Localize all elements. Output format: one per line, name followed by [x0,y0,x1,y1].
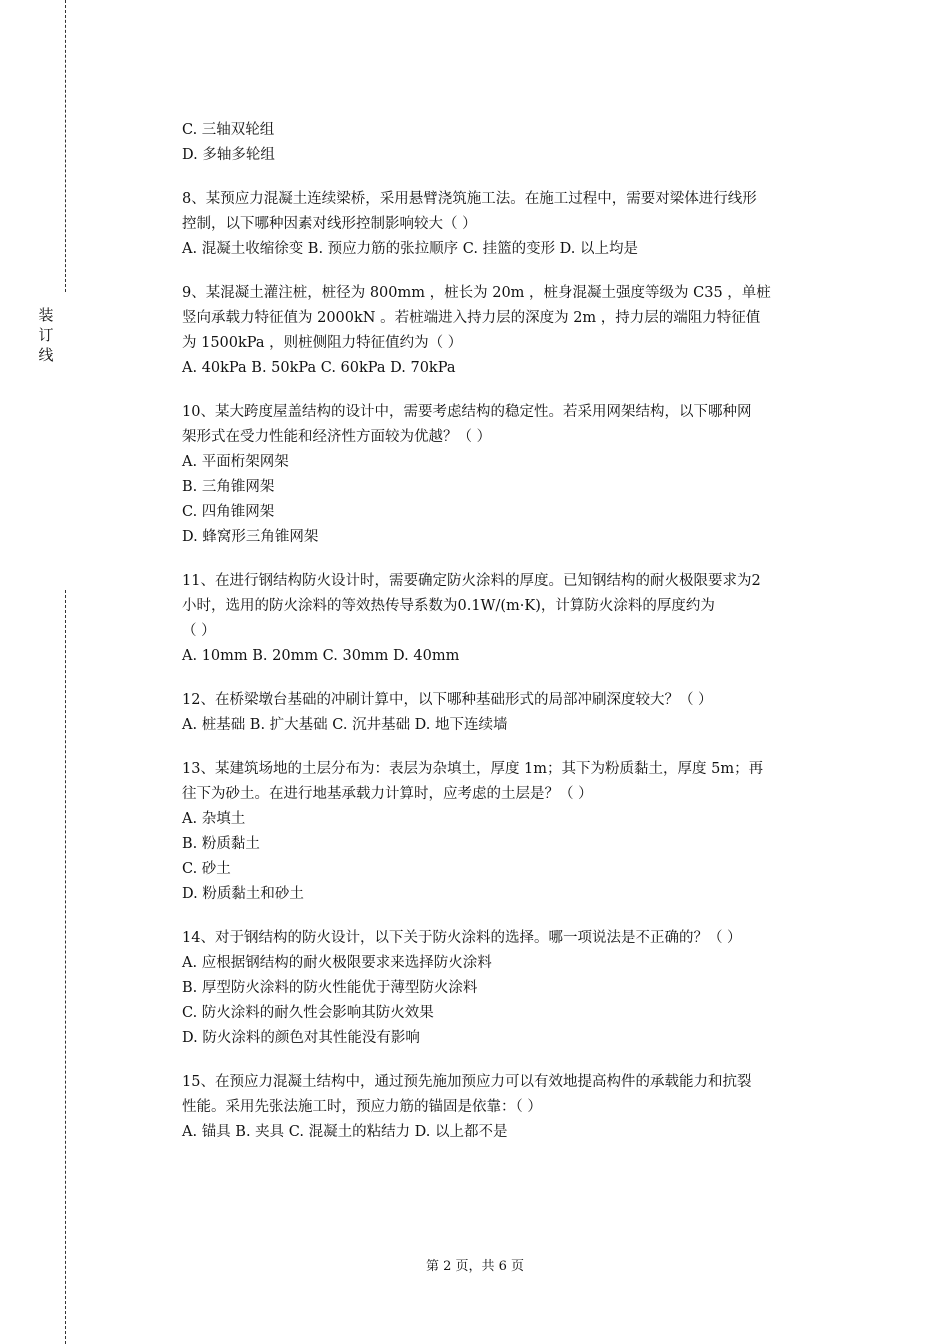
binding-char: 线 [38,346,54,364]
question-10 [182,400,842,550]
option-line: A. 应根据钢结构的耐火极限要求来选择防火涂料 [182,955,492,971]
option-line: A. 40kPa B. 50kPa C. 60kPa D. 70kPa [182,360,456,376]
question-text: 12、在桥梁墩台基础的冲刷计算中，以下哪种基础形式的局部冲刷深度较大？（ ） [182,692,713,708]
binding-label [38,305,54,365]
question-13 [182,757,842,907]
option-line: A. 杂填土 [182,811,246,827]
question-text: 13、某建筑场地的土层分布为：表层为杂填土，厚度 1m；其下为粉质黏土，厚度 5m；再 [182,761,764,777]
option-line: C. 防火涂料的耐久性会影响其防火效果 [182,1005,434,1021]
option-line: C. 三轴双轮组 [182,122,275,138]
option-line: B. 三角锥网架 [182,479,275,495]
question-text: 性能。采用先张法施工时，预应力筋的锚固是依靠：（ ） [182,1099,542,1115]
question-text: 为 1500kPa ，则桩侧阻力特征值约为（ ） [182,335,463,351]
option-line: A. 桩基础 B. 扩大基础 C. 沉井基础 D. 地下连续墙 [182,717,508,733]
option-line: D. 防火涂料的颜色对其性能没有影响 [182,1030,420,1046]
option-line: A. 平面桁架网架 [182,454,289,470]
question-8 [182,187,842,262]
question-text: （ ） [182,623,216,639]
question-9 [182,281,842,381]
option-line: C. 四角锥网架 [182,504,275,520]
option-line: D. 粉质黏土和砂土 [182,886,304,902]
option-line: D. 多轴多轮组 [182,147,275,163]
question-text: 小时，选用的防火涂料的等效热传导系数为0.1W/(m·K)，计算防火涂料的厚度约为 [182,598,715,614]
option-line: D. 蜂窝形三角锥网架 [182,529,319,545]
question-text: 9、某混凝土灌注桩，桩径为 800mm ，桩长为 20m ，桩身混凝土强度等级为 C35 ，单桩 [182,285,771,301]
option-line: B. 粉质黏土 [182,836,260,852]
question-text: 竖向承载力特征值为 2000kN 。若桩端进入持力层的深度为 2m ，持力层的端阻力特征值 [182,310,761,326]
question-text: 架形式在受力性能和经济性方面较为优越？（ ） [182,429,492,445]
page-footer: 第 2 页，共 6 页 [425,1259,525,1274]
option-line: A. 锚具 B. 夹具 C. 混凝土的粘结力 D. 以上都不是 [182,1124,508,1140]
binding-char: 装 [38,306,54,324]
question-14 [182,926,842,1051]
question-15 [182,1070,842,1145]
question-content [182,118,842,1145]
option-line: C. 砂土 [182,861,231,877]
binding-char: 订 [38,326,54,344]
question-text: 往下为砂土。在进行地基承载力计算时，应考虑的土层是？（ ） [182,786,593,802]
question-text: 10、某大跨度屋盖结构的设计中，需要考虑结构的稳定性。若采用网架结构，以下哪种网 [182,404,752,420]
question-text: 控制，以下哪种因素对线形控制影响较大（ ） [182,216,477,232]
option-line: B. 厚型防火涂料的防火性能优于薄型防火涂料 [182,980,478,996]
question-11 [182,569,842,669]
option-line: A. 混凝土收缩徐变 B. 预应力筋的张拉顺序 C. 挂篮的变形 D. 以上均是 [182,241,639,257]
option-line: A. 10mm B. 20mm C. 30mm D. 40mm [182,648,460,664]
question-block-options-7 [182,118,842,168]
question-text: 11、在进行钢结构防火设计时，需要确定防火涂料的厚度。已知钢结构的耐火极限要求为2 [182,573,761,589]
question-12 [182,688,842,738]
question-text: 15、在预应力混凝土结构中，通过预先施加预应力可以有效地提高构件的承载能力和抗裂 [182,1074,752,1090]
question-text: 8、某预应力混凝土连续梁桥，采用悬臂浇筑施工法。在施工过程中，需要对梁体进行线形 [182,191,757,207]
question-text: 14、对于钢结构的防火设计，以下关于防火涂料的选择。哪一项说法是不正确的？（ ） [182,930,742,946]
